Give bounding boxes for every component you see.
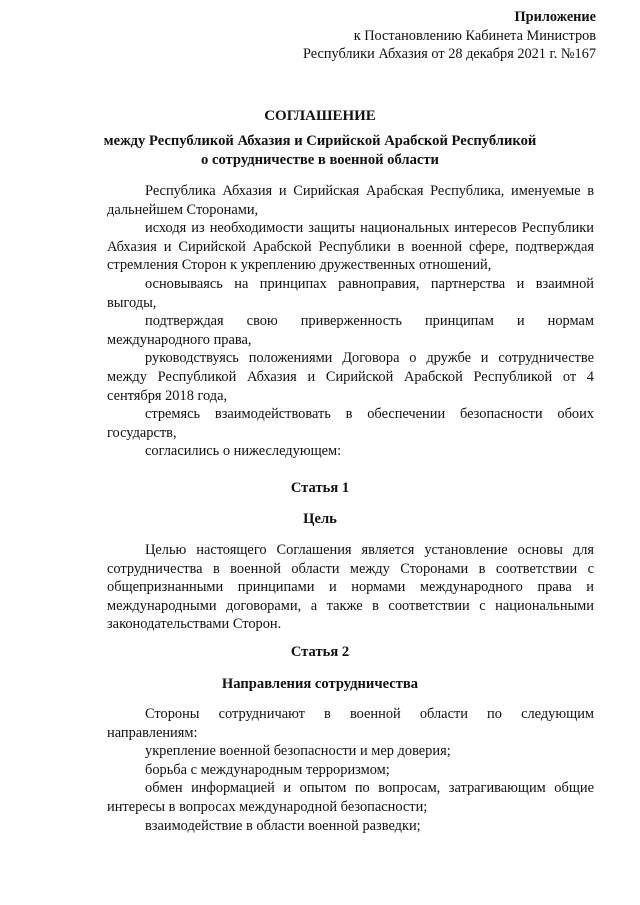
appendix-line-2: Республики Абхазия от 28 декабря 2021 г. №167 — [303, 46, 596, 62]
preamble — [107, 182, 594, 461]
article-1-body — [107, 541, 594, 634]
preamble-paragraph: исходя из необходимости защиты национальных интересов Республики Абхазия и Сирийской Арабской Республики в военной сфере, подтверждая стремления Сторон к укреплению дружественных отношений, — [107, 220, 594, 274]
article-2-body — [107, 705, 594, 835]
article-1-heading: Статья 1 — [290, 480, 350, 496]
preamble-paragraph: руководствуясь положениями Договора о дружбе и сотрудничестве между Республикой Абхазия и Сирийской Арабской Республикой от 4 сентября 2018 года, — [107, 350, 594, 404]
article-2-title: Направления сотрудничества — [221, 676, 419, 692]
article-2-paragraph: взаимодействие в области военной разведки; — [145, 817, 421, 834]
preamble-paragraph: Республика Абхазия и Сирийская Арабская Республика, именуемые в дальнейшем Сторонами, — [107, 183, 594, 218]
article-2-paragraph: обмен информацией и опытом по вопросам, затрагивающим общие интересы в вопросах международной безопасности; — [107, 780, 594, 815]
subtitle-line-2: о сотрудничестве в военной области — [201, 152, 439, 168]
article-1-title: Цель — [303, 511, 337, 527]
appendix-line-1: к Постановлению Кабинета Министров — [353, 27, 596, 44]
document-subtitle — [0, 132, 640, 170]
preamble-paragraph: согласились о нижеследующем: — [145, 443, 342, 460]
article-2-paragraph: борьба с международным терроризмом; — [145, 761, 390, 778]
document-title: СОГЛАШЕНИЕ — [264, 108, 376, 124]
preamble-paragraph: подтверждая свою приверженность принципам и нормам международного права, — [107, 313, 594, 348]
article-2-heading: Статья 2 — [290, 644, 350, 660]
preamble-paragraph: стремясь взаимодействовать в обеспечении безопасности обоих государств, — [107, 406, 594, 441]
appendix-block — [303, 8, 596, 64]
appendix-heading: Приложение — [514, 9, 596, 25]
preamble-paragraph: основываясь на принципах равноправия, партнерства и взаимной выгоды, — [107, 275, 594, 311]
article-2-paragraph: Стороны сотрудничают в военной области по следующим направлениям: — [107, 706, 594, 741]
article-2-paragraph: укрепление военной безопасности и мер доверия; — [145, 743, 451, 760]
subtitle-line-1: между Республикой Абхазия и Сирийской Арабской Республикой — [103, 133, 537, 149]
article-1-paragraph: Целью настоящего Соглашения является установление основы для сотрудничества в военной области между Сторонами в соответствии с общепризнанными принципами и нормами международного права и международными договорами, а также в соответствии с национальными законодательствами Сторон. — [107, 542, 594, 633]
